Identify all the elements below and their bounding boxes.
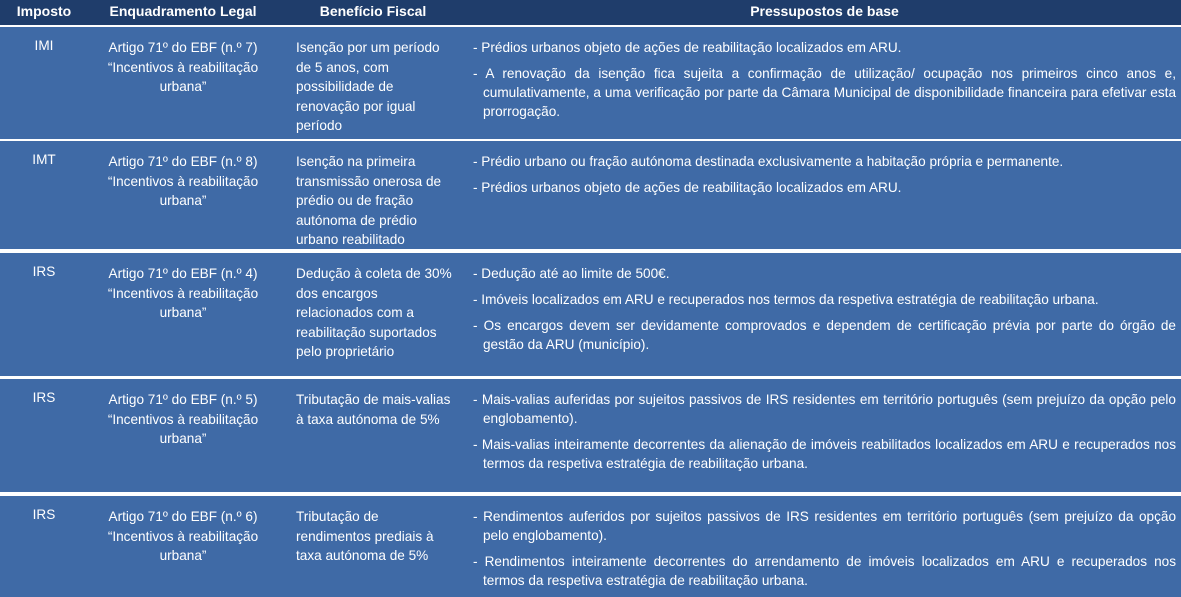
table-row xyxy=(0,141,1181,249)
header-pressupostos: Pressupostos de base xyxy=(750,3,899,19)
enquadramento-artigo: Artigo 71º do EBF (n.º 6) xyxy=(108,509,258,524)
pressuposto-item: - Prédios urbanos objeto de ações de reabilitação localizados em ARU. xyxy=(473,40,902,55)
pressuposto-item: - Os encargos devem ser devidamente comprovados e dependem de certificação prévia por parte do órgão de gestão da ARU (município). xyxy=(473,318,1176,352)
table-row xyxy=(0,27,1181,139)
imposto-cell: IRS xyxy=(32,390,56,405)
enquadramento-quote: “Incentivos à reabilitação urbana” xyxy=(107,528,259,563)
beneficio-cell: Tributação de mais-valias à taxa autónoma de 5% xyxy=(296,392,451,427)
pressuposto-item: - Mais-valias inteiramente decorrentes da alienação de imóveis reabilitados localizados em ARU e recuperados nos termos da respetiva estratégia de reabilitação urbana. xyxy=(473,437,1176,471)
enquadramento-quote: “Incentivos à reabilitação urbana” xyxy=(107,59,259,94)
beneficio-cell: Isenção por um período de 5 anos, com possibilidade de renovação por igual período xyxy=(296,40,440,134)
pressuposto-item: - Rendimentos auferidos por sujeitos passivos de IRS residentes em território português (sem prejuízo da opção pelo englobamento). xyxy=(473,509,1176,543)
beneficio-cell: Isenção na primeira transmissão onerosa de prédio ou de fração autónoma de prédio urbano reabilitado xyxy=(296,154,442,248)
imposto-cell: IRS xyxy=(32,264,56,279)
enquadramento-cell xyxy=(88,264,278,323)
enquadramento-quote: “Incentivos à reabilitação urbana” xyxy=(107,411,259,446)
beneficio-cell: Tributação de rendimentos prediais à taxa autónoma de 5% xyxy=(296,509,434,564)
table-row xyxy=(0,496,1181,597)
enquadramento-cell xyxy=(88,152,278,211)
pressuposto-item: - Rendimentos inteiramente decorrentes do arrendamento de imóveis localizados em ARU e recuperados nos termos da respetiva estratégia de reabilitação urbana. xyxy=(473,554,1176,588)
enquadramento-quote: “Incentivos à reabilitação urbana” xyxy=(107,173,259,208)
beneficio-cell: Dedução à coleta de 30% dos encargos relacionados com a reabilitação suportados pelo proprietário xyxy=(296,266,452,360)
table-row xyxy=(0,379,1181,492)
table-row xyxy=(0,253,1181,376)
enquadramento-artigo: Artigo 71º do EBF (n.º 5) xyxy=(108,392,258,407)
enquadramento-quote: “Incentivos à reabilitação urbana” xyxy=(107,285,259,320)
enquadramento-cell xyxy=(88,390,278,449)
imposto-cell: IMI xyxy=(34,38,54,53)
enquadramento-cell xyxy=(88,38,278,97)
enquadramento-artigo: Artigo 71º do EBF (n.º 8) xyxy=(108,154,258,169)
pressuposto-item: - Mais-valias auferidas por sujeitos passivos de IRS residentes em território português (sem prejuízo da opção pelo englobamento). xyxy=(473,392,1176,426)
pressuposto-item: - Dedução até ao limite de 500€. xyxy=(473,266,670,281)
pressupostos-cell xyxy=(473,152,1176,197)
table-header xyxy=(0,0,1181,25)
enquadramento-cell xyxy=(88,507,278,566)
header-enquadramento: Enquadramento Legal xyxy=(109,3,257,19)
imposto-cell: IRS xyxy=(32,507,56,522)
pressuposto-item: - Prédio urbano ou fração autónoma destinada exclusivamente a habitação própria e permanente. xyxy=(473,154,1064,169)
header-imposto: Imposto xyxy=(16,3,72,19)
enquadramento-artigo: Artigo 71º do EBF (n.º 7) xyxy=(108,40,258,55)
pressuposto-item: - Imóveis localizados em ARU e recuperados nos termos da respetiva estratégia de reabilitação urbana. xyxy=(473,292,1099,307)
pressuposto-item: - A renovação da isenção fica sujeita a confirmação de utilização/ ocupação nos primeiros cinco anos e, cumulativamente, a uma verificação por parte da Câmara Municipal de disponibilidade financeira para efetivar esta prorrogação. xyxy=(473,66,1176,119)
pressupostos-cell xyxy=(473,264,1176,354)
pressupostos-cell xyxy=(473,507,1176,590)
pressupostos-cell xyxy=(473,38,1176,121)
imposto-cell: IMT xyxy=(32,152,56,167)
pressuposto-item: - Prédios urbanos objeto de ações de reabilitação localizados em ARU. xyxy=(473,180,902,195)
pressupostos-cell xyxy=(473,390,1176,473)
enquadramento-artigo: Artigo 71º do EBF (n.º 4) xyxy=(108,266,258,281)
header-beneficio: Benefício Fiscal xyxy=(319,3,427,19)
